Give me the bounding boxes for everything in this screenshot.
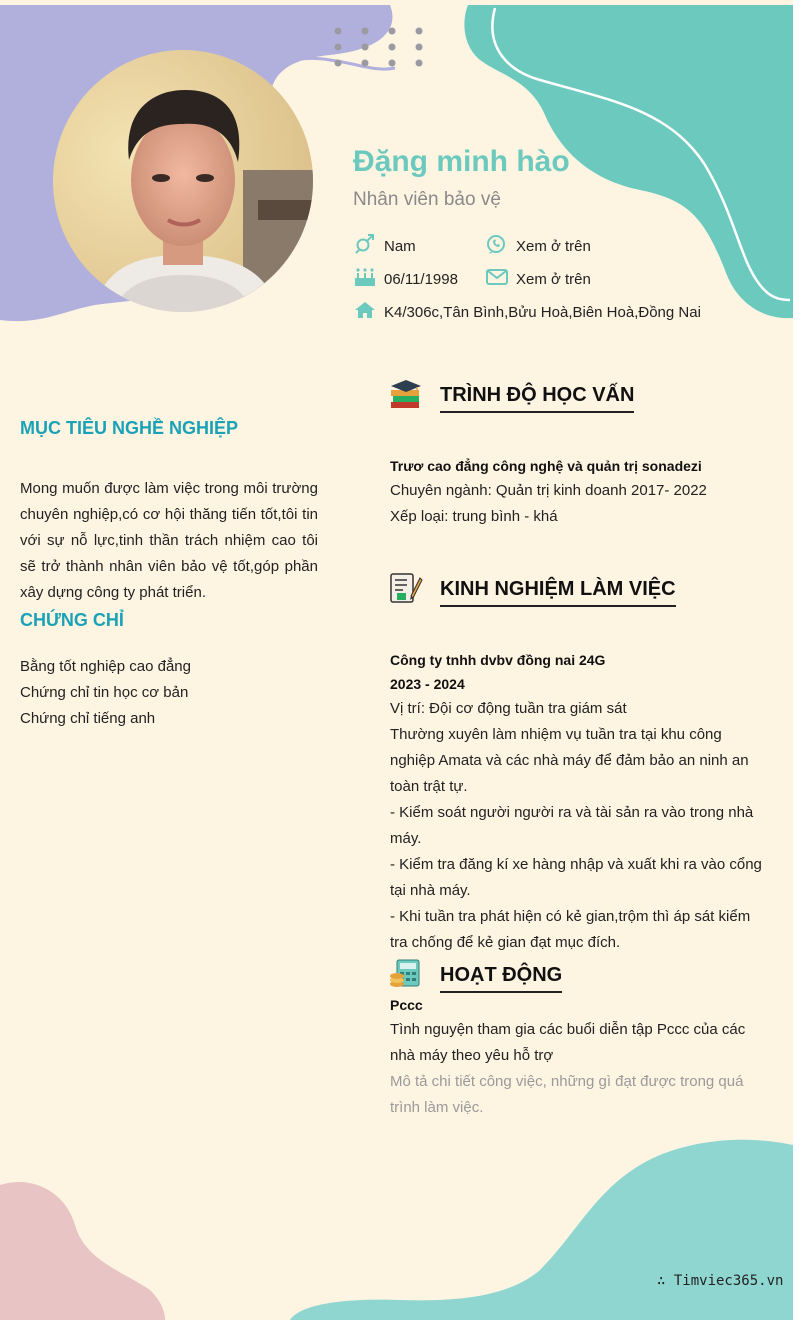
brand-watermark: ∴ Timviec365.vn xyxy=(657,1273,784,1289)
phone-icon xyxy=(486,234,508,254)
school-name: Trươ cao đẳng công nghệ và quản trị sonadezi xyxy=(390,458,702,474)
grade: Xếp loại: trung bình - khá xyxy=(390,508,558,525)
address-value: K4/306c,Tân Bình,Bửu Hoà,Biên Hoà,Đồng Nai xyxy=(384,304,701,321)
home-icon xyxy=(354,300,376,320)
activity-icon xyxy=(389,958,423,990)
activities-details xyxy=(390,993,768,1121)
work-description: - Kiểm soát người người ra và tài sản ra vào trong nhà máy. xyxy=(390,804,754,847)
experience-icon xyxy=(389,572,423,604)
email-icon xyxy=(486,267,508,287)
objective-text: Mong muốn được làm việc trong môi trường chuyên nghiệp,có cơ hội thăng tiến tốt,tôi tin với sự nỗ lực,tinh thần trách nhiệm cao tôi sẽ trở thành nhân viên bảo vệ tốt,góp phần xây dựng công ty phát triển. xyxy=(20,480,318,601)
work-description: - Khi tuần tra phát hiện có kẻ gian,trộm thì áp sát kiểm tra chống để kẻ gian đạt mục đích. xyxy=(390,908,751,951)
education-details xyxy=(390,454,768,530)
activities-title: HOẠT ĐỘNG xyxy=(440,964,562,993)
birthday-icon xyxy=(354,267,376,287)
activity-org: Pccc xyxy=(390,997,423,1013)
certificates-list xyxy=(20,654,320,732)
certificates-title: CHỨNG CHỈ xyxy=(20,610,124,630)
work-period: 2023 - 2024 xyxy=(390,676,465,692)
company-name: Công ty tnhh dvbv đồng nai 24G xyxy=(390,652,606,668)
teal-blob-bottom xyxy=(290,1140,793,1320)
education-icon xyxy=(389,378,423,410)
avatar xyxy=(53,50,313,312)
certificate-item: Chứng chỉ tin học cơ bản xyxy=(20,684,189,701)
certificate-item: Chứng chỉ tiếng anh xyxy=(20,710,156,727)
activity-placeholder: Mô tả chi tiết công việc, những gì đạt được trong quá trình làm việc. xyxy=(390,1073,744,1116)
birthday-value: 06/11/1998 xyxy=(384,271,458,288)
gender-icon xyxy=(354,234,376,254)
gender-value: Nam xyxy=(384,238,416,255)
candidate-name: Đặng minh hào xyxy=(353,145,570,178)
activity-description: Tình nguyện tham gia các buổi diễn tập Pccc của các nhà máy theo yêu hỗ trợ xyxy=(390,1021,746,1064)
objective-title: MỤC TIÊU NGHỀ NGHIỆP xyxy=(20,418,239,438)
work-description: Thường xuyên làm nhiệm vụ tuần tra tại khu công nghiệp Amata và các nhà máy để đảm bảo an ninh an toàn trật tự. xyxy=(390,726,749,795)
experience-details xyxy=(390,648,768,956)
phone-value: Xem ở trên xyxy=(516,238,591,255)
pink-blob xyxy=(0,1182,165,1320)
major: Chuyên ngành: Quản trị kinh doanh 2017- 2022 xyxy=(390,482,707,499)
experience-title: KINH NGHIỆM LÀM VIỆC xyxy=(440,578,676,607)
job-position: Nhân viên bảo vệ xyxy=(353,189,501,210)
email-value: Xem ở trên xyxy=(516,271,591,288)
work-description: - Kiểm tra đăng kí xe hàng nhập và xuất khi ra vào cổng tại nhà máy. xyxy=(390,856,762,899)
education-title: TRÌNH ĐỘ HỌC VẤN xyxy=(440,384,634,413)
certificate-item: Bằng tốt nghiệp cao đẳng xyxy=(20,658,191,675)
work-position: Vị trí: Đội cơ động tuần tra giám sát xyxy=(390,700,627,717)
